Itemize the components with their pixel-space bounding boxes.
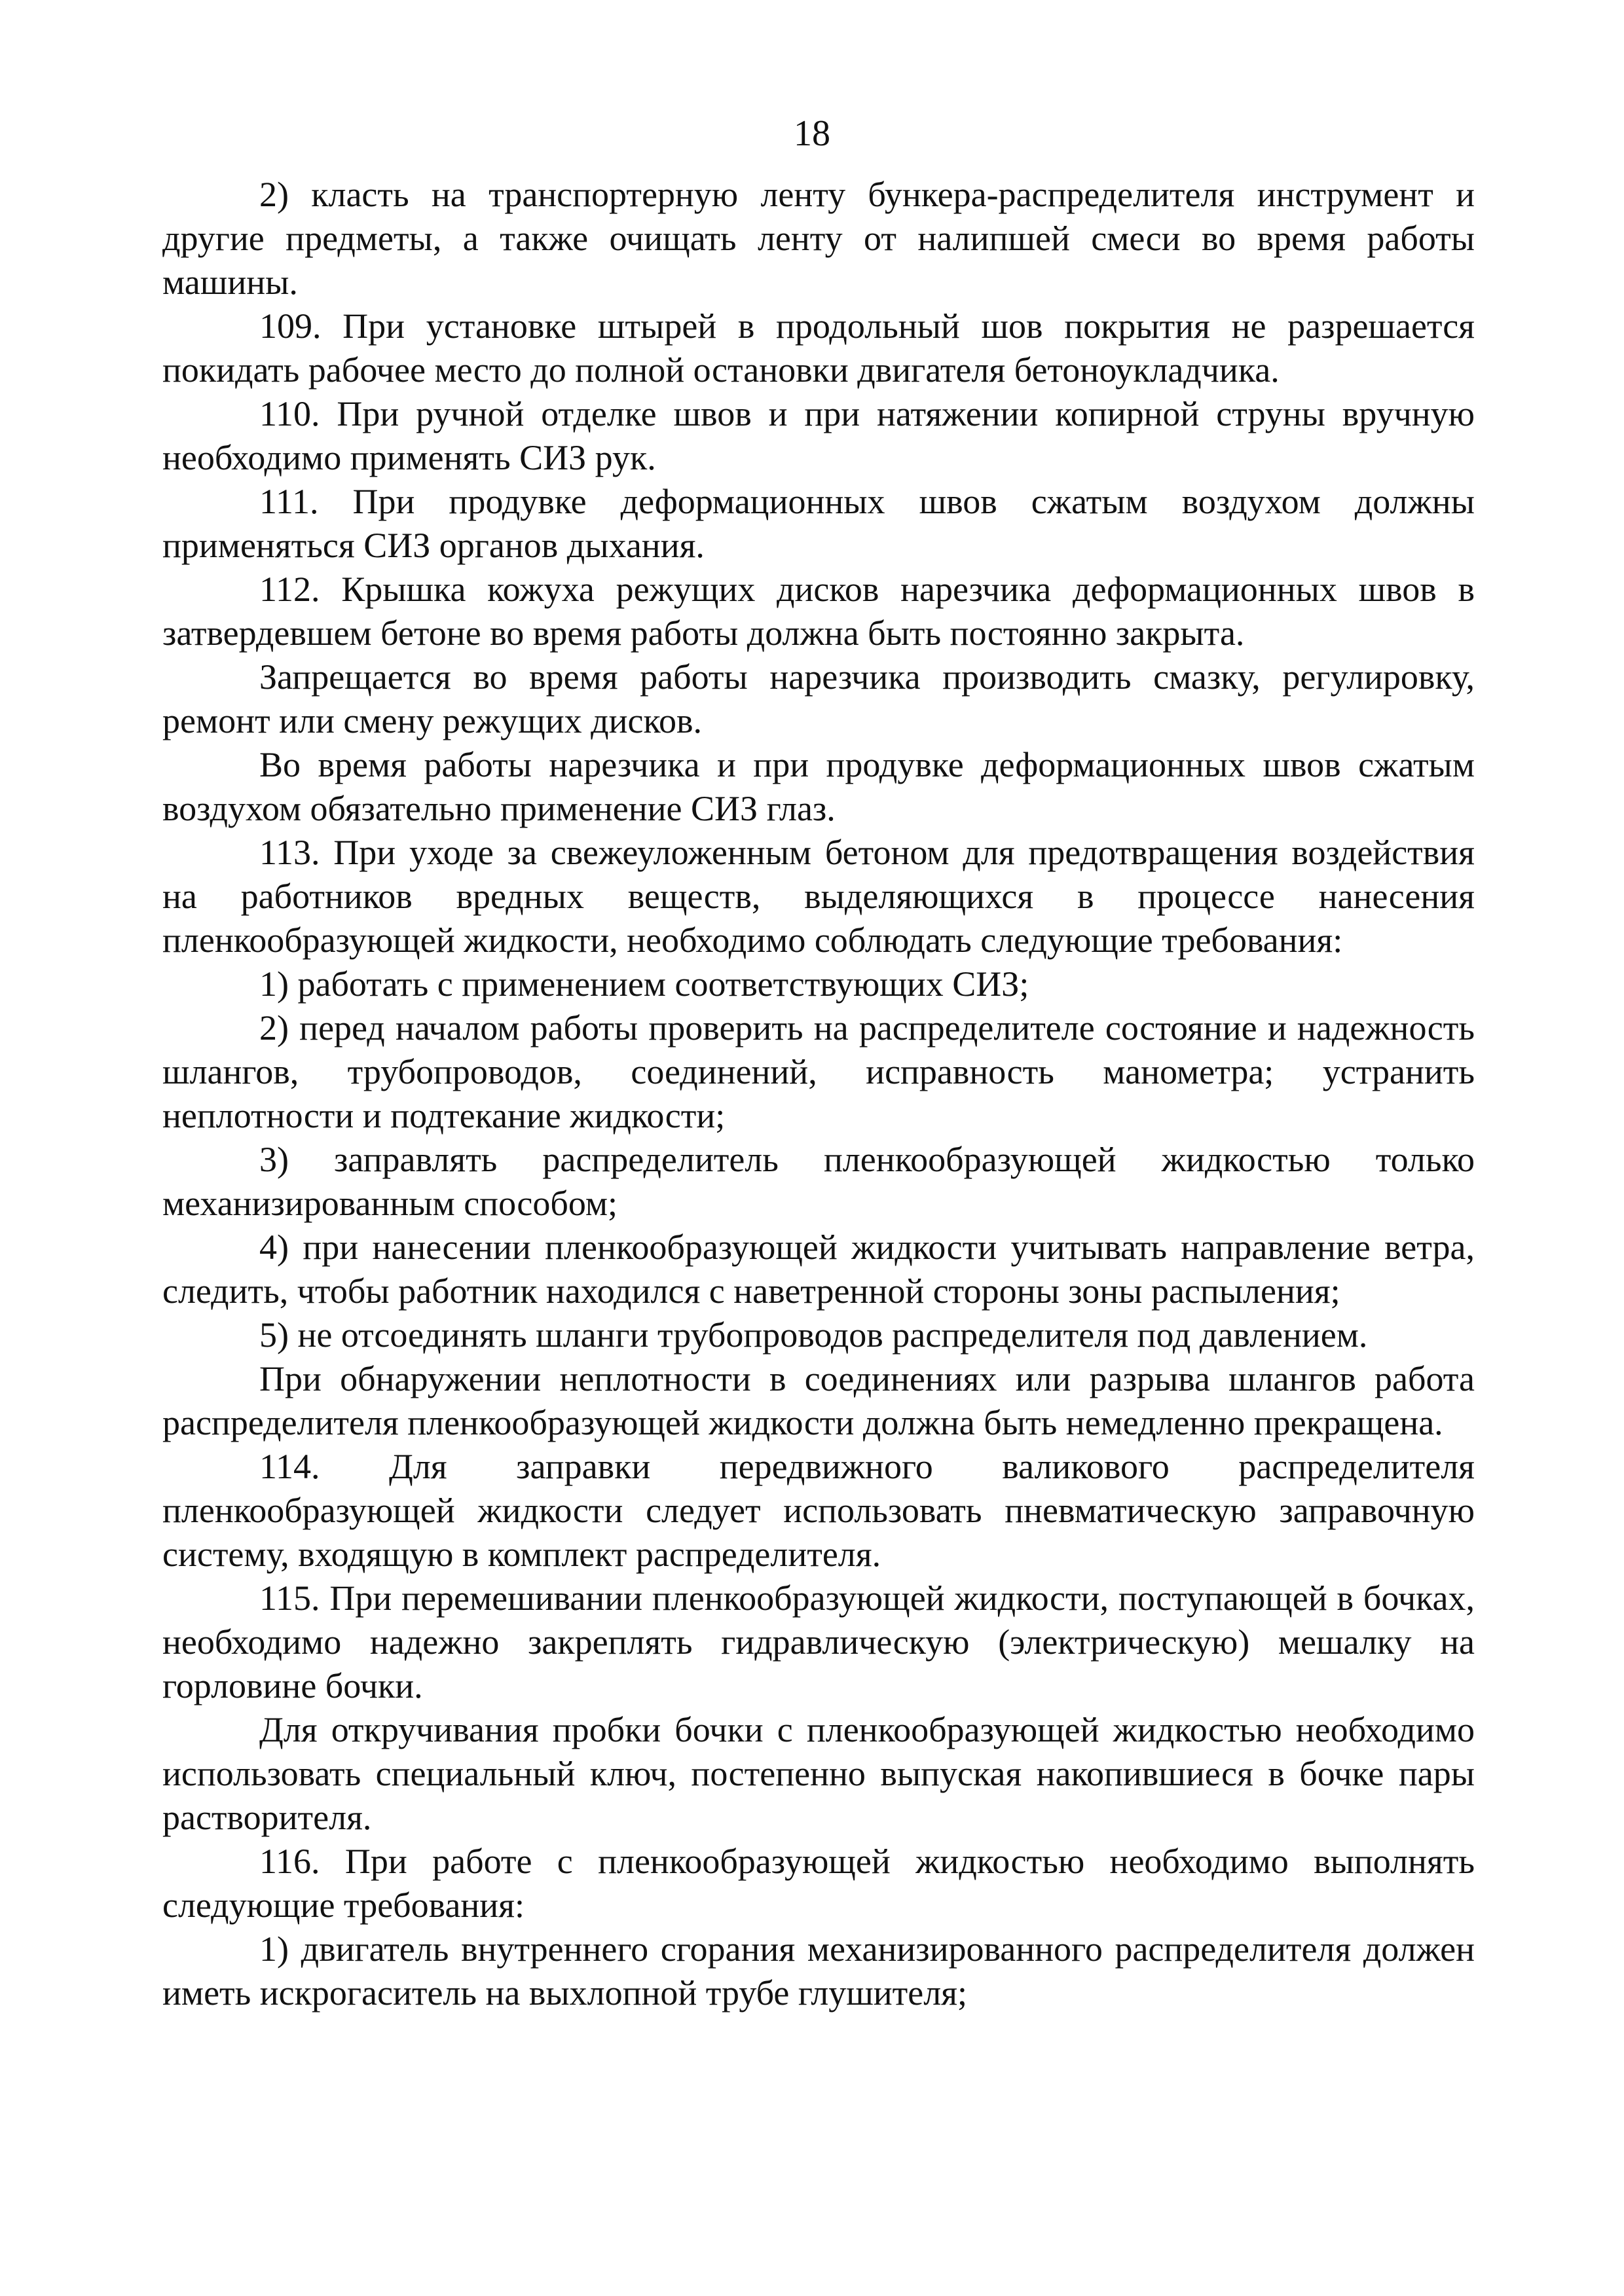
paragraph-109: 109. При установке штырей в продольный шов покрытия не разрешается покидать рабочее место до полной остановки двигателя бетоноукладчика. bbox=[162, 306, 1475, 390]
paragraph-113-leak: При обнаружении неплотности в соединениях или разрыва шлангов работа распределителя пленкообразующей жидкости должна быть немедленно прекращена. bbox=[162, 1359, 1475, 1442]
paragraph-112: 112. Крышка кожуха режущих дисков нарезчика деформационных швов в затвердевшем бетоне во время работы должна быть постоянно закрыта. bbox=[162, 570, 1475, 653]
paragraph-112-prohibition: Запрещается во время работы нарезчика производить смазку, регулировку, ремонт или смену режущих дисков. bbox=[162, 657, 1475, 740]
list-item-116-1: 1) двигатель внутреннего сгорания механизированного распределителя должен иметь искрогаситель на выхлопной трубе глушителя; bbox=[162, 1929, 1475, 2013]
paragraph-112-eye-protection: Во время работы нарезчика и при продувке деформационных швов сжатым воздухом обязательно применение СИЗ глаз. bbox=[162, 745, 1475, 828]
list-item-113-3: 3) заправлять распределитель пленкообразующей жидкостью только механизированным способом; bbox=[162, 1140, 1475, 1223]
paragraph-110: 110. При ручной отделке швов и при натяжении копирной струны вручную необходимо применять СИЗ рук. bbox=[162, 394, 1475, 477]
paragraph-115: 115. При перемешивании пленкообразующей жидкости, поступающей в бочках, необходимо надежно закреплять гидравлическую (электрическую) мешалку на горловине бочки. bbox=[162, 1578, 1475, 1705]
page-number: 18 bbox=[794, 113, 830, 154]
paragraph-114: 114. Для заправки передвижного валикового распределителя пленкообразующей жидкости следует использовать пневматическую заправочную систему, входящую в комплект распределителя. bbox=[162, 1447, 1475, 1574]
list-item-113-5: 5) не отсоединять шланги трубопроводов распределителя под давлением. bbox=[259, 1315, 1368, 1355]
paragraph-116: 116. При работе с пленкообразующей жидкостью необходимо выполнять следующие требования: bbox=[162, 1842, 1475, 1925]
list-item-113-1: 1) работать с применением соответствующих СИЗ; bbox=[259, 964, 1029, 1004]
body-text bbox=[162, 173, 1475, 2015]
list-item-113-2: 2) перед началом работы проверить на распределителе состояние и надежность шлангов, трубопроводов, соединений, исправность манометра; устранить неплотности и подтекание жидкости; bbox=[162, 1008, 1475, 1135]
paragraph-item-2-conveyor-belt: 2) класть на транспортерную ленту бункера-распределителя инструмент и другие предметы, а также очищать ленту от налипшей смеси во время работы машины. bbox=[162, 175, 1475, 302]
paragraph-111: 111. При продувке деформационных швов сжатым воздухом должны применяться СИЗ органов дыхания. bbox=[162, 482, 1475, 565]
paragraph-113: 113. При уходе за свежеуложенным бетоном для предотвращения воздействия на работников вредных веществ, выделяющихся в процессе нанесения пленкообразующей жидкости, необходимо соблюдать следующие требования: bbox=[162, 833, 1475, 960]
list-item-113-4: 4) при нанесении пленкообразующей жидкости учитывать направление ветра, следить, чтобы работник находился с наветренной стороны зоны распыления; bbox=[162, 1228, 1475, 1311]
paragraph-115-barrel-plug: Для откручивания пробки бочки с пленкообразующей жидкостью необходимо использовать специальный ключ, постепенно выпуская накопившиеся в бочке пары растворителя. bbox=[162, 1710, 1475, 1837]
